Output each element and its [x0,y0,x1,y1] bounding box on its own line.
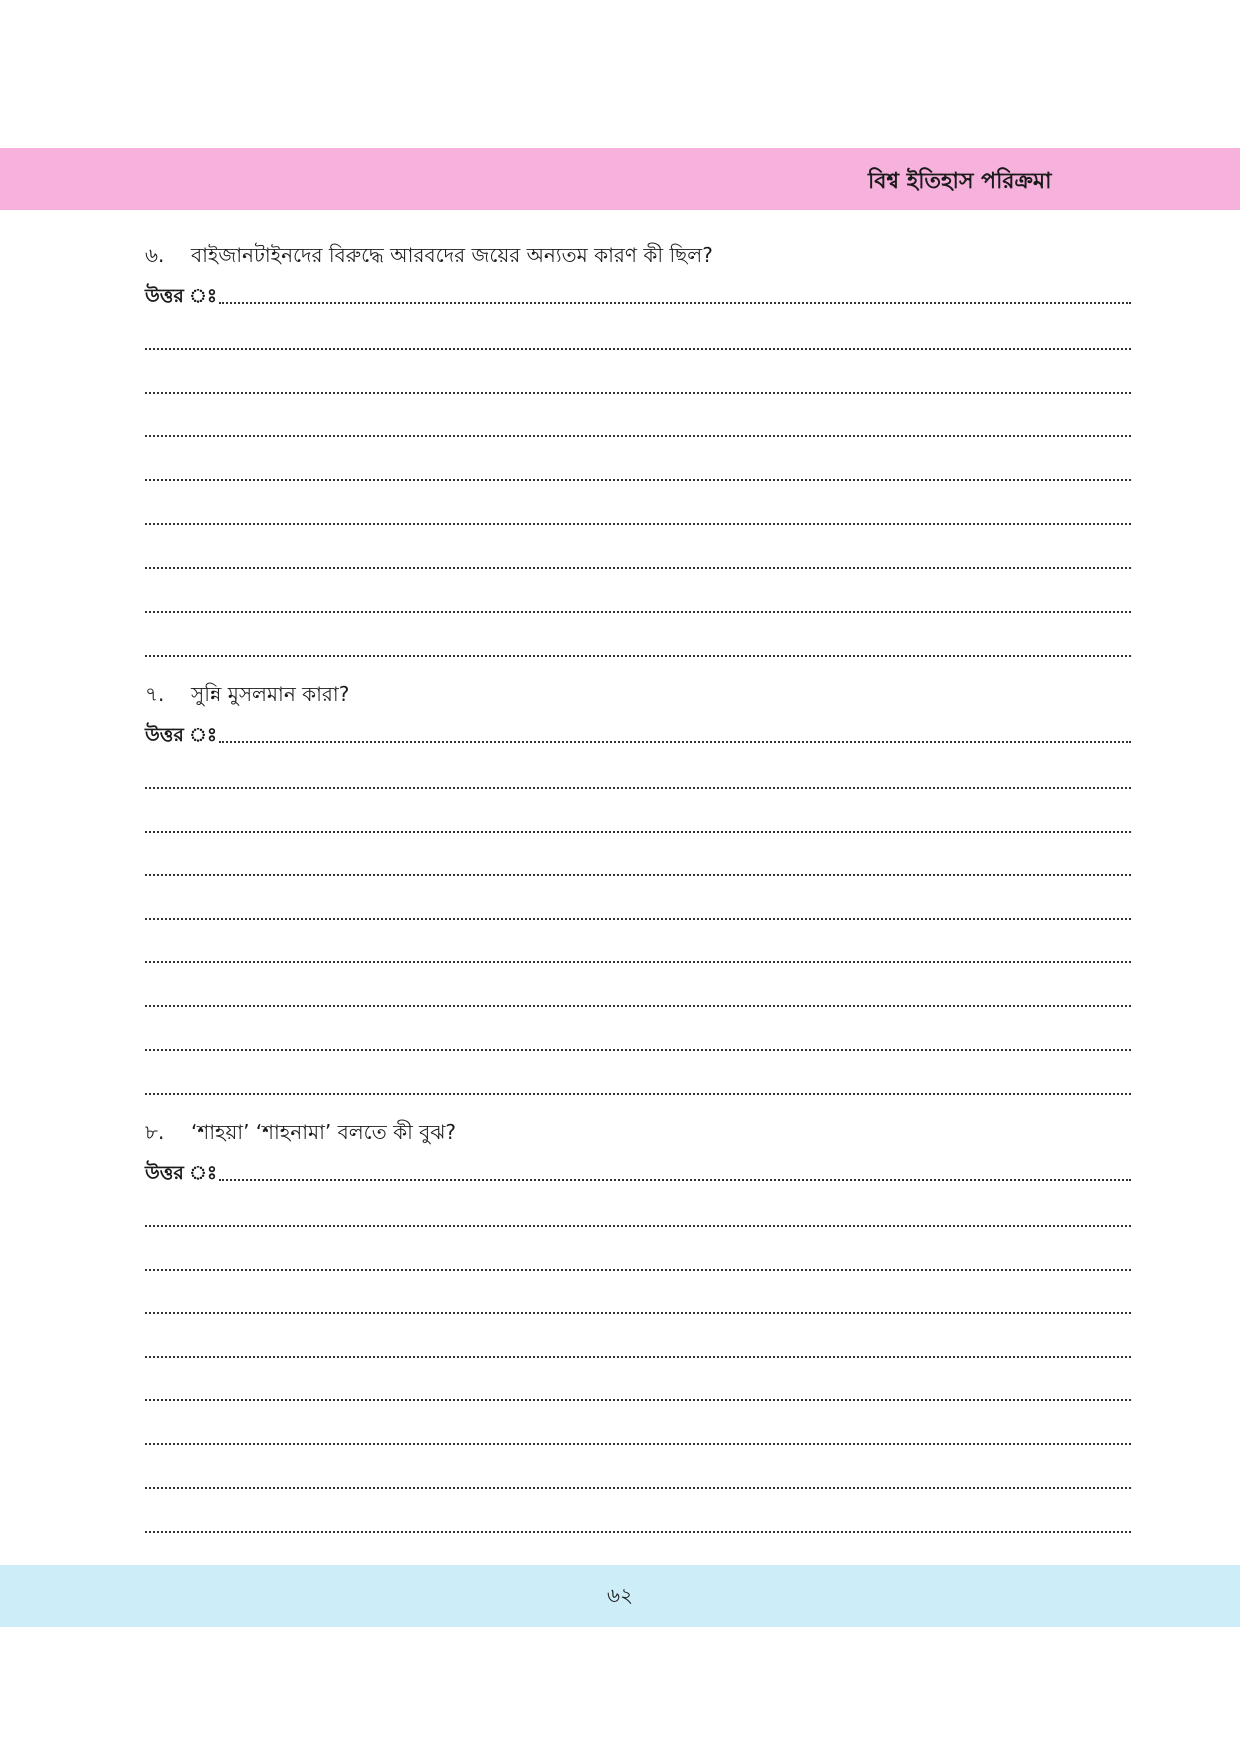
answer-line[interactable] [145,723,1131,747]
answer-label: উত্তর ঃ [145,1162,218,1184]
question-number: ৮. [145,1120,165,1144]
answer-line[interactable] [145,961,1131,963]
answer-line[interactable] [145,874,1131,876]
answer-line[interactable] [145,1049,1131,1051]
answer-line[interactable] [145,284,1131,308]
question-text: বাইজানটাইনদের বিরুদ্ধে আরবদের জয়ের অন্যতম কারণ কী ছিল? [191,243,713,267]
question-7 [145,679,1125,709]
answer-line[interactable] [145,1005,1131,1007]
answer-line[interactable] [145,1487,1131,1489]
answer-line[interactable] [145,1399,1131,1401]
answer-line[interactable] [145,435,1131,437]
answer-line[interactable] [145,567,1131,569]
answer-line[interactable] [145,392,1131,394]
question-text: ‘শাহয়া’ ‘শাহনামা’ বলতে কী বুঝ? [191,1120,457,1144]
header-band [0,148,1240,210]
dotted-line [219,723,1131,743]
answer-line[interactable] [145,918,1131,920]
question-8 [145,1117,1125,1147]
answer-line[interactable] [145,1093,1131,1095]
question-number: ৬. [145,243,165,267]
dotted-line [219,284,1131,304]
answer-line[interactable] [145,348,1131,350]
answer-line[interactable] [145,1443,1131,1445]
question-text: সুন্নি মুসলমান কারা? [191,682,350,706]
answer-line[interactable] [145,831,1131,833]
answer-line[interactable] [145,655,1131,657]
answer-line[interactable] [145,1531,1131,1533]
answer-line[interactable] [145,611,1131,613]
answer-line[interactable] [145,787,1131,789]
answer-line[interactable] [145,479,1131,481]
answer-line[interactable] [145,1225,1131,1227]
dotted-line [219,1161,1131,1181]
answer-line[interactable] [145,1356,1131,1358]
question-6 [145,240,1125,270]
page-number: ৬২ [606,1583,633,1607]
answer-line[interactable] [145,523,1131,525]
question-number: ৭. [145,682,165,706]
answer-line[interactable] [145,1269,1131,1271]
answer-label: উত্তর ঃ [145,285,218,307]
answer-line[interactable] [145,1161,1131,1185]
answer-line[interactable] [145,1312,1131,1314]
answer-label: উত্তর ঃ [145,724,218,746]
book-title: বিশ্ব ইতিহাস পরিক্রমা [868,169,1052,194]
